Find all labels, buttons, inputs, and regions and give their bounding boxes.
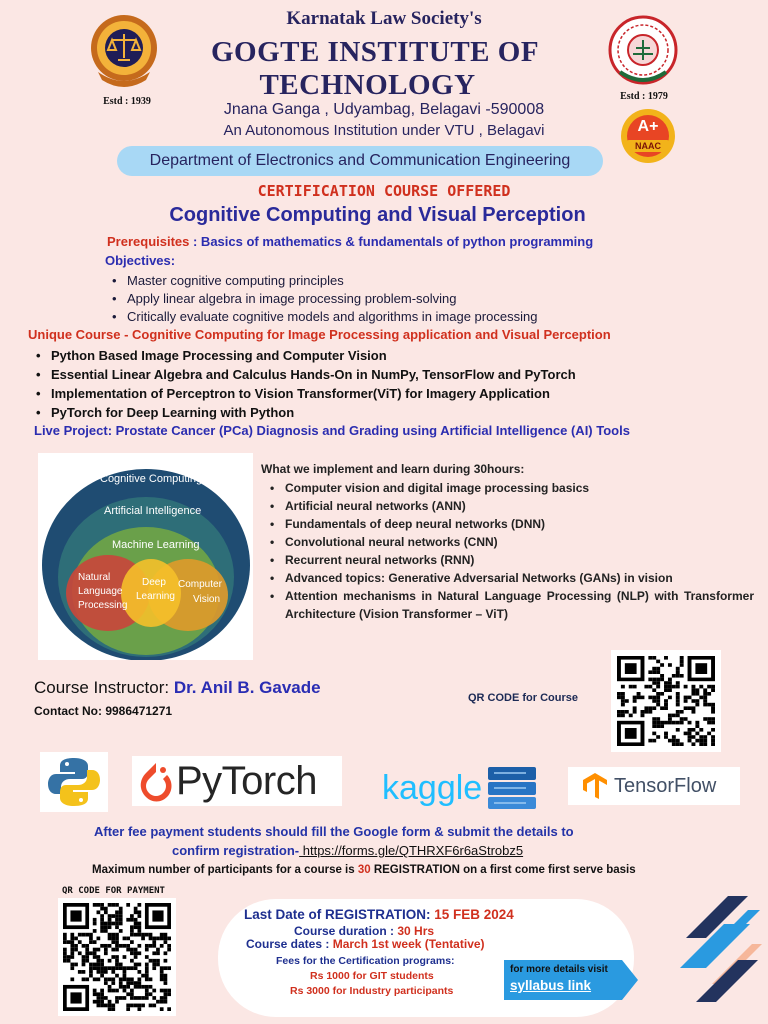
pytorch-wordmark: PyTorch: [176, 759, 317, 803]
diagram-ml: Machine Learning: [112, 539, 200, 551]
institute-title-2: TECHNOLOGY: [259, 69, 476, 101]
max-participants-suffix: REGISTRATION on a first come first serve basis: [370, 864, 636, 876]
ai-hierarchy-diagram: [38, 453, 253, 660]
naac-grade: A+: [637, 118, 659, 135]
last-date: [244, 907, 514, 922]
google-form-link[interactable]: https://forms.gle/QTHRXF6r6aStrobz5: [299, 843, 524, 858]
vtu-logo: [606, 14, 680, 90]
highlight-item: • Python Based Image Processing and Computer Vision: [34, 346, 576, 365]
institute-address: Jnana Ganga , Udyambag, Belagavi -590008: [223, 101, 545, 118]
objective-item: • Apply linear algebra in image processing problem-solving: [110, 290, 537, 308]
duration-value: 30 Hrs: [397, 924, 435, 938]
contact-number: Contact No: 9986471271: [34, 704, 173, 718]
institute-autonomous: An Autonomous Institution under VTU , Belagavi: [223, 122, 545, 139]
learn-list: [268, 479, 754, 623]
course-title: Cognitive Computing and Visual Perception: [169, 204, 586, 226]
prerequisites: [107, 234, 593, 249]
pytorch-logo: [132, 756, 342, 806]
dates-label: Course dates :: [246, 937, 333, 951]
fee-industry: Rs 3000 for Industry participants: [290, 985, 454, 997]
learn-item: • Advanced topics: Generative Adversarial Networks (GANs) in vision: [268, 569, 754, 587]
registration-line: [172, 843, 523, 858]
details-banner[interactable]: [504, 960, 640, 1000]
objective-item: • Master cognitive computing principles: [110, 272, 537, 290]
naac-label: NAAC: [635, 141, 661, 151]
qr-course-label: QR CODE for Course: [468, 692, 579, 704]
learn-item: • Attention mechanisms in Natural Language Processing (NLP) with Transformer Architecture (Vision Transformer – ViT): [268, 587, 754, 623]
course-duration: [294, 924, 434, 938]
kaggle-logo: [378, 765, 540, 811]
learn-item: • Artificial neural networks (ANN): [268, 497, 754, 515]
decorative-stripes: [666, 894, 762, 1010]
department-name: Department of Electronics and Communication Engineering: [149, 152, 571, 169]
diagram-cv-2: Vision: [193, 594, 221, 605]
live-project: Live Project: Prostate Cancer (PCa) Diagnosis and Grading using Artificial Intelligence (AI) Tools: [34, 423, 630, 438]
instructor-name: Dr. Anil B. Gavade: [173, 678, 321, 697]
pytorch-flame-icon: [136, 759, 176, 805]
more-details-text: for more details visit: [510, 964, 608, 975]
estd-left: Estd : 1939: [103, 96, 151, 107]
society-name: Karnatak Law Society's: [286, 8, 482, 29]
diagram-nlp-1: Natural: [78, 572, 111, 583]
objectives-label: Objectives:: [105, 253, 176, 268]
duration-label: Course duration :: [294, 924, 398, 938]
fees-label: Fees for the Certification programs:: [276, 955, 455, 967]
diagram-nlp-3: Processing: [78, 600, 128, 611]
python-logo: [40, 752, 108, 812]
qr-code-course-pattern: [617, 656, 715, 746]
fee-instruction: After fee payment students should fill the Google form & submit the details to: [94, 824, 574, 839]
tensorflow-wordmark: TensorFlow: [614, 775, 717, 797]
tensorflow-logo: [568, 767, 740, 805]
institute-title-1: GOGTE INSTITUTE OF: [210, 36, 540, 68]
dates-value: March 1st week (Tentative): [332, 937, 485, 951]
department-banner: [117, 146, 603, 176]
naac-badge: [616, 108, 680, 164]
diagram-dl-1: Deep: [142, 577, 166, 588]
prerequisites-label: Prerequisites: [107, 234, 190, 249]
learn-item: • Recurrent neural networks (RNN): [268, 551, 754, 569]
kaggle-wordmark: kaggle: [382, 769, 483, 807]
tensorflow-icon: [582, 772, 608, 800]
max-participants-prefix: Maximum number of participants for a course is: [92, 864, 358, 876]
learn-heading: What we implement and learn during 30hours:: [261, 462, 525, 476]
learn-item: • Computer vision and digital image processing basics: [268, 479, 754, 497]
unique-course: Unique Course - Cognitive Computing for Image Processing application and Visual Perception: [28, 327, 611, 342]
diagram-ai: Artificial Intelligence: [104, 505, 202, 517]
registration-label: confirm registration-: [172, 843, 300, 858]
syllabus-link[interactable]: syllabus link: [510, 978, 592, 993]
highlight-item: • Essential Linear Algebra and Calculus Hands-On in NumPy, TensorFlow and PyTorch: [34, 365, 576, 384]
diagram-cv-1: Computer: [178, 579, 222, 590]
prerequisites-text: : Basics of mathematics & fundamentals of python programming: [189, 234, 594, 249]
fee-git: Rs 1000 for GIT students: [310, 970, 434, 982]
last-date-value: 15 FEB 2024: [434, 907, 514, 922]
certification-offered: CERTIFICATION COURSE OFFERED: [257, 182, 511, 200]
diagram-cognitive: Cognitive Computing: [100, 473, 203, 485]
highlight-item: • Implementation of Perceptron to Vision Transformer(ViT) for Imagery Application: [34, 384, 576, 403]
objectives-list: [110, 272, 537, 326]
payment-qr-label: QR CODE FOR PAYMENT: [62, 886, 165, 896]
qr-code-course[interactable]: [611, 650, 721, 752]
highlight-item: • PyTorch for Deep Learning with Python: [34, 403, 576, 422]
estd-right: Estd : 1979: [620, 91, 668, 102]
max-participants: [92, 864, 636, 876]
diagram-nlp-2: Language: [78, 586, 123, 597]
instructor-label: Course Instructor:: [34, 678, 174, 697]
server-stack-icon: [486, 765, 538, 811]
learn-item: • Fundamentals of deep neural networks (DNN): [268, 515, 754, 533]
highlights-list: [34, 346, 576, 422]
qr-code-payment[interactable]: [58, 898, 176, 1016]
course-instructor: [34, 678, 321, 698]
diagram-dl-2: Learning: [136, 591, 175, 602]
qr-code-payment-pattern: [63, 903, 171, 1011]
objective-item: • Critically evaluate cognitive models and algorithms in image processing: [110, 308, 537, 326]
learn-item: • Convolutional neural networks (CNN): [268, 533, 754, 551]
course-dates: [246, 937, 485, 951]
max-participants-number: 30: [357, 864, 371, 876]
last-date-label: Last Date of REGISTRATION:: [244, 907, 435, 922]
